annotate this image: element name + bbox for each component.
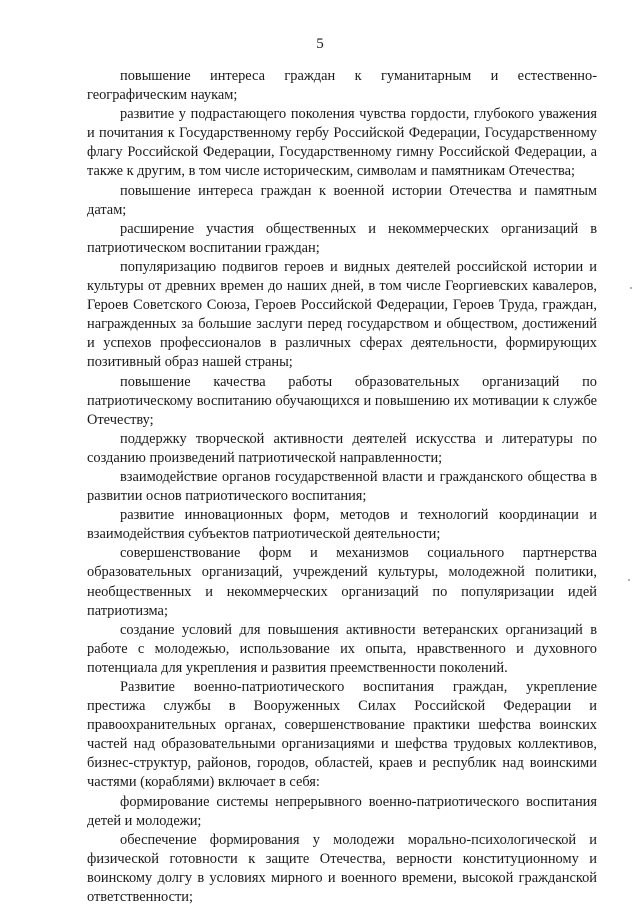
paragraph: Развитие военно-патриотического воспитания граждан, укрепление престижа службы в Вооруженных Силах Российской Федерации и правоохранительных органах, совершенствование практики шефства воинских частей над образовательными организациями и шефства трудовых коллективов, бизнес-структур, районов, городов, областей, краев и республик над воинскими частями (кораблями) включает в себя: <box>87 679 597 791</box>
paragraph: повышение интереса граждан к военной истории Отечества и памятным датам; <box>87 182 597 218</box>
paragraph: развитие инновационных форм, методов и технологий координации и взаимодействия субъектов патриотической деятельности; <box>87 507 597 543</box>
paragraph: популяризацию подвигов героев и видных деятелей российской истории и культуры от древних времен до наших дней, в том числе Георгиевских кавалеров, Героев Советского Союза, Героев Российской Федерации, Героев Труда, граждан, награжденных за большие заслуги перед государством и обществом, достижений и успехов профессионалов в различных сферах деятельности, формирующих позитивный образ нашей страны; <box>87 258 597 371</box>
paragraph: повышение интереса граждан к гуманитарным и естественно-географическим наукам; <box>87 68 597 104</box>
paragraph: расширение участия общественных и некоммерческих организаций в патриотическом воспитании граждан; <box>87 220 597 256</box>
paragraph: обеспечение формирования у молодежи морально-психологической и физической готовности к защите Отечества, верности конституционному и воинскому долгу в условиях мирного и военного времени, высокой гражданской ответственности; <box>87 831 597 906</box>
paragraph: повышение качества работы образовательных организаций по патриотическому воспитанию обучающихся и повышению их мотивации к службе Отечеству; <box>87 373 597 428</box>
paragraph: развитие у подрастающего поколения чувства гордости, глубокого уважения и почитания к Государственному гербу Российской Федерации, Государственному флагу Российской Федерации, Государственному гимну Российской Федерации, а также к другим, в том числе историческим, символам и памятникам Отечества; <box>87 106 597 180</box>
paragraph: поддержку творческой активности деятелей искусства и литературы по созданию произведений патриотической направленности; <box>87 430 597 466</box>
scan-speck <box>630 287 632 289</box>
paragraph: совершенствование форм и механизмов социального партнерства образовательных организаций, учреждений культуры, молодежной политики, необщественных и некоммерческих организаций по популяризации идей патриотизма; <box>87 545 597 619</box>
scan-speck <box>628 579 630 581</box>
paragraph: создание условий для повышения активности ветеранских организаций в работе с молодежью, использование их опыта, нравственного и духовного потенциала для укрепления и развития преемственности поколений. <box>87 621 597 676</box>
paragraph: формирование системы непрерывного военно-патриотического воспитания детей и молодежи; <box>87 793 597 829</box>
page-number: 5 <box>316 36 324 52</box>
document-body <box>87 67 597 907</box>
paragraph: взаимодействие органов государственной власти и гражданского общества в развитии основ патриотического воспитания; <box>87 468 597 505</box>
